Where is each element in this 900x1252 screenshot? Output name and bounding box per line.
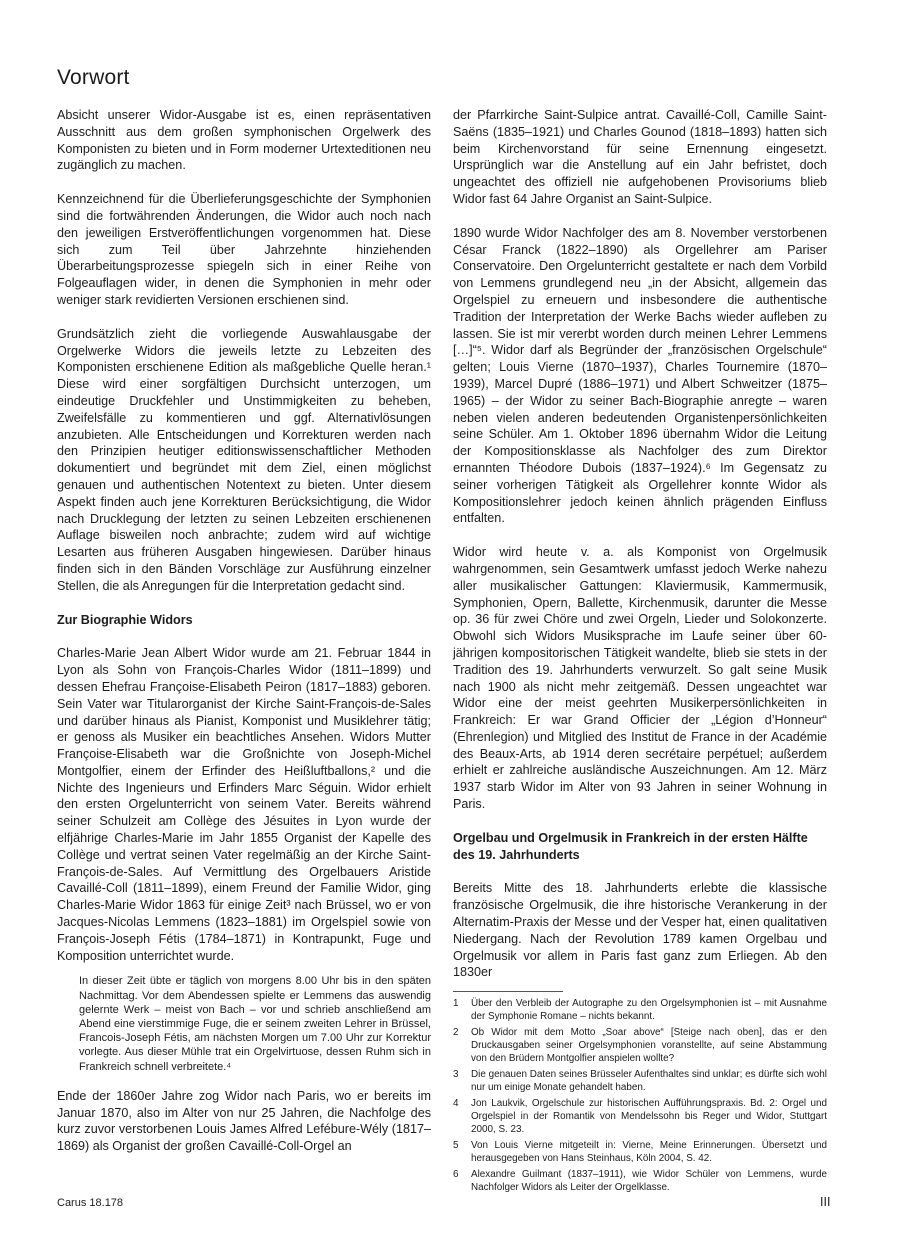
page-number: III	[820, 1195, 831, 1209]
paragraph: Absicht unserer Widor-Ausgabe ist es, einen repräsentativen Ausschnitt aus dem großen symphonischen Orgelwerk des Komponisten zu bieten und in Form moderner Urtexteditionen neu zugänglich zu machen.	[57, 108, 431, 173]
block-quote: In dieser Zeit übte er täglich von morgens 8.00 Uhr bis in den späten Nachmittag. Vor dem Abendessen spielte er Lemmens das auswendig gelernte Werk – meist von Bach – vor und schrieb anschließend am Abend eine vierstimmige Fuge, die er seinem zweiten Lehrer in Brüssel, Francois-Joseph Fétis, am nächsten Morgen um 7.00 Uhr zur Korrektur vorlegte. Aus dieser Mühle trat ein Orgelvirtuose, dessen Ruhm sich in Frankreich schnell verbreitete.⁴	[79, 975, 431, 1073]
footnote: 4 Jon Laukvik, Orgelschule zur historischen Aufführungspraxis. Bd. 2: Orgel und Orgelspiel in der Romantik von Mendelssohn bis Reger und Widor, Stuttgart 2000, S. 23.	[453, 1098, 827, 1135]
footnote: 1 Über den Verbleib der Autographe zu den Orgelsymphonien ist – mit Ausnahme der Symphonie Romane – nichts bekannt.	[453, 998, 827, 1022]
paragraph: 1890 wurde Widor Nachfolger des am 8. November verstorbenen César Franck (1822–1890) als Orgellehrer am Pariser Conservatoire. Den Orgelunterricht gestaltete er nach dem Vorbild von Lemmens grundlegend neu „in der Absicht, allgemein das Orgelspiel zu erneuern und insbesondere die authentische Tradition der Interpretation der Werke Bachs wieder aufleben zu lassen. Sie ist mir vererbt worden durch meinen Lehrer Lemmens […]“⁵. Widor darf als Begründer der „französischen Orgelschule“ gelten; Louis Vierne (1870–1937), Charles Tournemire (1870–1939), Marcel Dupré (1886–1971) und Albert Schweitzer (1875–1965) – der Widor zu seiner Bach-Biographie anregte – waren neben vielen anderen bedeutenden Organistenpersönlichkeiten seine Schüler. Am 1. Oktober 1896 übernahm Widor die Leitung der Kompositionsklasse als Nachfolger des zum Direktor ernannten Théodore Dubois (1837–1924).⁶ Im Gegensatz zu seiner vorherigen Tätigkeit als Orgellehrer konnte Widor als Kompositionslehrer jedoch keinen ähnlich prägenden Einfluss entfalten.	[453, 225, 827, 526]
paragraph: Grundsätzlich zieht die vorliegende Auswahlausgabe der Orgelwerke Widors die jeweils letzte zu Lebzeiten des Komponisten erschienene Edition als maßgebliche Quelle heran.¹ Diese wird einer sorgfältigen Durchsicht unterzogen, um eindeutige Druckfehler und Unstimmigkeiten zu beheben, Zweifelsfälle zu kommentieren und ggf. Alternativlösungen anzubieten. Alle Entscheidungen und Korrekturen werden nach den Prinzipien heutiger editionswissenschaftlicher Methoden dokumentiert und begründet mit dem Ziel, einen möglichst genauen und authentischen Notentext zu bieten. Unter diesem Aspekt finden auch jene Korrekturen Berücksichtigung, die Widor nach Drucklegung der letzten zu seinen Lebzeiten erschienenen Auflage bisweilen noch anbrachte; zudem wird auf wichtige Lesarten aus früheren Ausgaben hingewiesen. Darüber hinaus finden sich in den Bänden Vorschläge zur Ausführung einzelner Stellen, die als Anregungen für die Interpretation gedacht sind.	[57, 326, 431, 593]
footnote: 2 Ob Widor mit dem Motto „Soar above“ [Steige nach oben], das er den Druckausgaben seiner Orgelsymphonien voranstellte, auf seine Abstammung von den Brüdern Montgolfier anspielen wollte?	[453, 1027, 827, 1064]
page-title: Vorwort	[57, 66, 130, 89]
paragraph: Charles-Marie Jean Albert Widor wurde am 21. Februar 1844 in Lyon als Sohn von François-Charles Widor (1811–1899) und dessen Ehefrau Françoise-Elisabeth Peiron (1817–1883) geboren. Sein Vater war Titularorganist der Kirche Saint-François-de-Sales und darüber hinaus als Pianist, Komponist und Musiklehrer tätig; er genoss als Musiker ein beachtliches Ansehen. Widors Mutter Françoise-Elisabeth war die Großnichte von Joseph-Michel Montgolfier, einem der Erfinder des Heißluftballons,² und die Nichte des Ingenieurs und Erfinders Marc Séguin. Widor erhielt den ersten Orgelunterricht von seinem Vater. Bereits während seiner Schulzeit am Collège des Jésuites in Lyon wurde der elfjährige Charles-Marie im Jahr 1855 Organist der Kapelle des Collège und vertrat seinen Vater regelmäßig an der Kirche Saint-François-de-Sales. Auf Vermittlung des Orgelbauers Aristide Cavaillé-Coll (1811–1899), einem Freund der Familie Widor, ging Charles-Marie Widor 1863 für einige Zeit³ nach Brüssel, wo er von Jacques-Nicolas Lemmens (1823–1881) im Orgelspiel sowie von François-Joseph Fétis (1784–1871) in Kontrapunkt, Fuge und Komposition unterrichtet wurde.	[57, 646, 431, 963]
paragraph: Bereits Mitte des 18. Jahrhunderts erlebte die klassische französische Orgelmusik, die ihre historische Verankerung in der Alternatim-Praxis der Messe und der Vesper hat, einen qualitativen Niedergang. Nach der Revolution 1789 kamen Orgelbau und Orgelmusik vor allem in Paris fast ganz zum Erliegen. Ab den 1830er	[453, 881, 827, 980]
section-heading-biography: Zur Biographie Widors	[57, 612, 193, 627]
left-column	[57, 107, 431, 1172]
section-heading-organ: Orgelbau und Orgelmusik in Frankreich in der ersten Hälfte des 19. Jahrhunderts	[453, 830, 808, 862]
right-column	[453, 107, 827, 1199]
paragraph: der Pfarrkirche Saint-Sulpice antrat. Cavaillé-Coll, Camille Saint-Saëns (1835–1921) und Charles Gounod (1818–1893) hatten sich beim Kirchenvorstand für seine Ernennung eingesetzt. Ursprünglich war die Anstellung auf ein Jahr befristet, doch ungeachtet des offiziell nie aufgehobenen Provisoriums blieb Widor fast 64 Jahre Organist an Saint-Sulpice.	[453, 108, 827, 206]
footnote: 5 Von Louis Vierne mitgeteilt in: Vierne, Meine Erinnerungen. Übersetzt und herausgegeben von Hans Steinhaus, Köln 2004, S. 42.	[453, 1140, 827, 1164]
paragraph: Ende der 1860er Jahre zog Widor nach Paris, wo er bereits im Januar 1870, also im Alter von nur 25 Jahren, die Nachfolge des kurz zuvor verstorbenen Louis James Alfred Lefébure-Wély (1817–1869) als Organist der großen Cavaillé-Coll-Orgel an	[57, 1088, 431, 1154]
paragraph: Kennzeichnend für die Überlieferungsgeschichte der Symphonien sind die fortwährenden Änderungen, die Widor auch noch nach den jeweiligen Erstveröffentlichungen vorgenommen hat. Diese sich zum Teil über Jahrzehnte hinziehenden Überarbeitungsprozesse spiegeln sich in einer Reihe von Folgeauflagen wider, in denen die Symphonien in mehr oder weniger stark revidierten Versionen erschienen sind.	[57, 192, 431, 307]
paragraph: Widor wird heute v. a. als Komponist von Orgelmusik wahrgenommen, sein Gesamtwerk umfasst jedoch Werke nahezu aller musikalischer Gattungen: Klaviermusik, Kammermusik, Symphonien, Opern, Ballette, Kirchenmusik, darunter die Messe op. 36 für zwei Chöre und zwei Orgeln, Lieder und Solokonzerte. Obwohl sich Widors Musiksprache im Laufe seiner über 60-jährigen kompositorischen Tätigkeit wandelte, blieb sie stets in der Tradition des 19. Jahrhunderts verwurzelt. So galt seine Musik nach 1900 als nicht mehr zeitgemäß. Dessen ungeachtet war Widor eine der meist geehrten Musikerpersönlichkeiten in Frankreich: Er war Grand Officier der „Légion d’Honneur“ (Ehrenlegion) und Mitglied des Institut de France in der Académie des Beaux-Arts, ab 1914 deren secrétaire perpétuel; außerdem erhielt er zahlreiche ausländische Auszeichnungen. Am 12. März 1937 starb Widor im Alter von 93 Jahren in seiner Wohnung in Paris.	[453, 545, 827, 812]
publisher-number: Carus 18.178	[57, 1197, 124, 1209]
footnote-divider	[453, 991, 563, 992]
footnote: 3 Die genauen Daten seines Brüsseler Aufenthaltes sind unklar; es dürfte sich wohl nur um einige Monate gehandelt haben.	[453, 1069, 827, 1093]
footnotes	[453, 998, 827, 1194]
footnote: 6 Alexandre Guilmant (1837–1911), wie Widor Schüler von Lemmens, wurde Nachfolger Widors als Leiter der Orgelklasse.	[453, 1169, 827, 1193]
